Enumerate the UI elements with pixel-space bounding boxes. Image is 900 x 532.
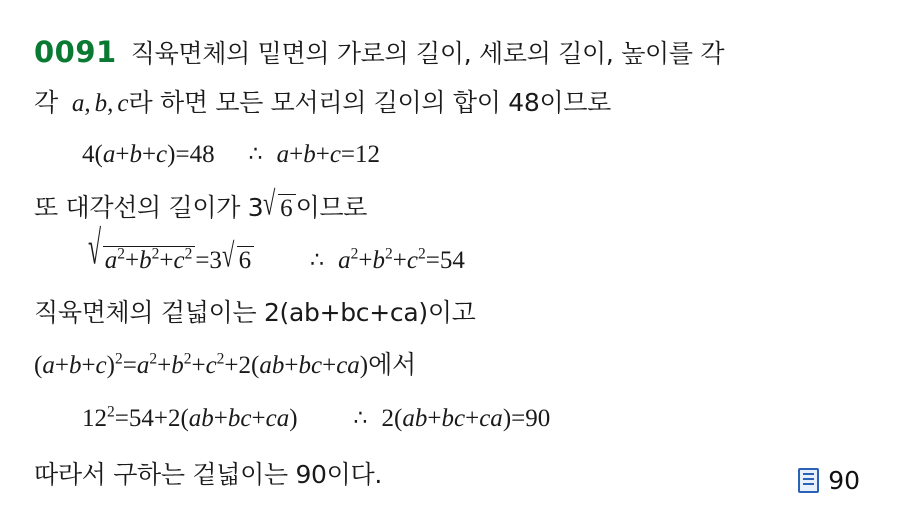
line-9-text: 따라서 구하는 겉넓이는 90이다.	[34, 460, 382, 489]
radical-sign: √	[88, 223, 102, 275]
equation-surface-area: 2(ab+bc+ca)=90	[381, 405, 551, 432]
solution-line-7	[34, 352, 416, 378]
solution-line-8	[82, 403, 551, 432]
sqrt-diagonal	[88, 223, 195, 275]
solution-line-2	[34, 90, 611, 116]
radicand: $a^2+b^2+c^2$	[103, 246, 196, 273]
sqrt-6	[263, 185, 295, 223]
solution-line-1	[34, 35, 725, 69]
comma-1: ,	[84, 90, 91, 117]
therefore-symbol-3: ∴	[353, 406, 368, 431]
answer-badge	[798, 466, 860, 495]
equation-squares-sum: $a^2+b^2+c^2=54$	[338, 245, 465, 274]
comma-2: ,	[107, 90, 114, 117]
line-6-text: 직육면체의 겉넓이는 2(ab+bc+ca)이고	[34, 298, 476, 327]
problem-number: 0091	[34, 35, 117, 69]
variable-a: a	[71, 90, 85, 117]
line-2-text-a: 각	[34, 88, 58, 117]
solution-line-3	[82, 142, 380, 167]
equals-three: =3	[195, 247, 222, 274]
therefore-symbol-2: ∴	[310, 248, 325, 273]
answer-value: 90	[828, 466, 860, 495]
line-2-text-b: 라 하면 모든 모서리의 길이의 합이 48이므로	[128, 88, 612, 117]
equation-sum: a+b+c=12	[276, 141, 381, 168]
line-1-text: 직육면체의 밑면의 가로의 길이, 세로의 길이, 높이를 각	[130, 39, 725, 68]
sqrt-6-second	[221, 237, 254, 275]
variable-c: c	[117, 90, 129, 117]
solution-line-5	[88, 223, 465, 275]
book-icon	[798, 468, 819, 493]
therefore-symbol-1: ∴	[248, 142, 263, 167]
radicand: 6	[278, 194, 296, 221]
line-7-text-b: 에서	[368, 350, 416, 379]
equation-substituted: $12^2=54+2(ab+bc+ca)$	[82, 403, 298, 432]
line-4-text-a: 또 대각선의 길이가 3	[34, 193, 264, 222]
radical-sign: √	[221, 237, 235, 275]
equation-perimeter: 4(a+b+c)=48	[82, 141, 215, 168]
solution-line-4	[34, 185, 368, 223]
radical-sign: √	[263, 185, 276, 223]
line-4-text-b: 이므로	[295, 193, 368, 222]
solution-line-9	[34, 462, 382, 487]
equation-expansion: $(a+b+c)^2=a^2+b^2+c^2+2(ab+bc+ca)$	[34, 350, 369, 379]
variable-b: b	[94, 90, 108, 117]
radicand: 6	[237, 246, 255, 273]
solution-line-6	[34, 300, 476, 325]
